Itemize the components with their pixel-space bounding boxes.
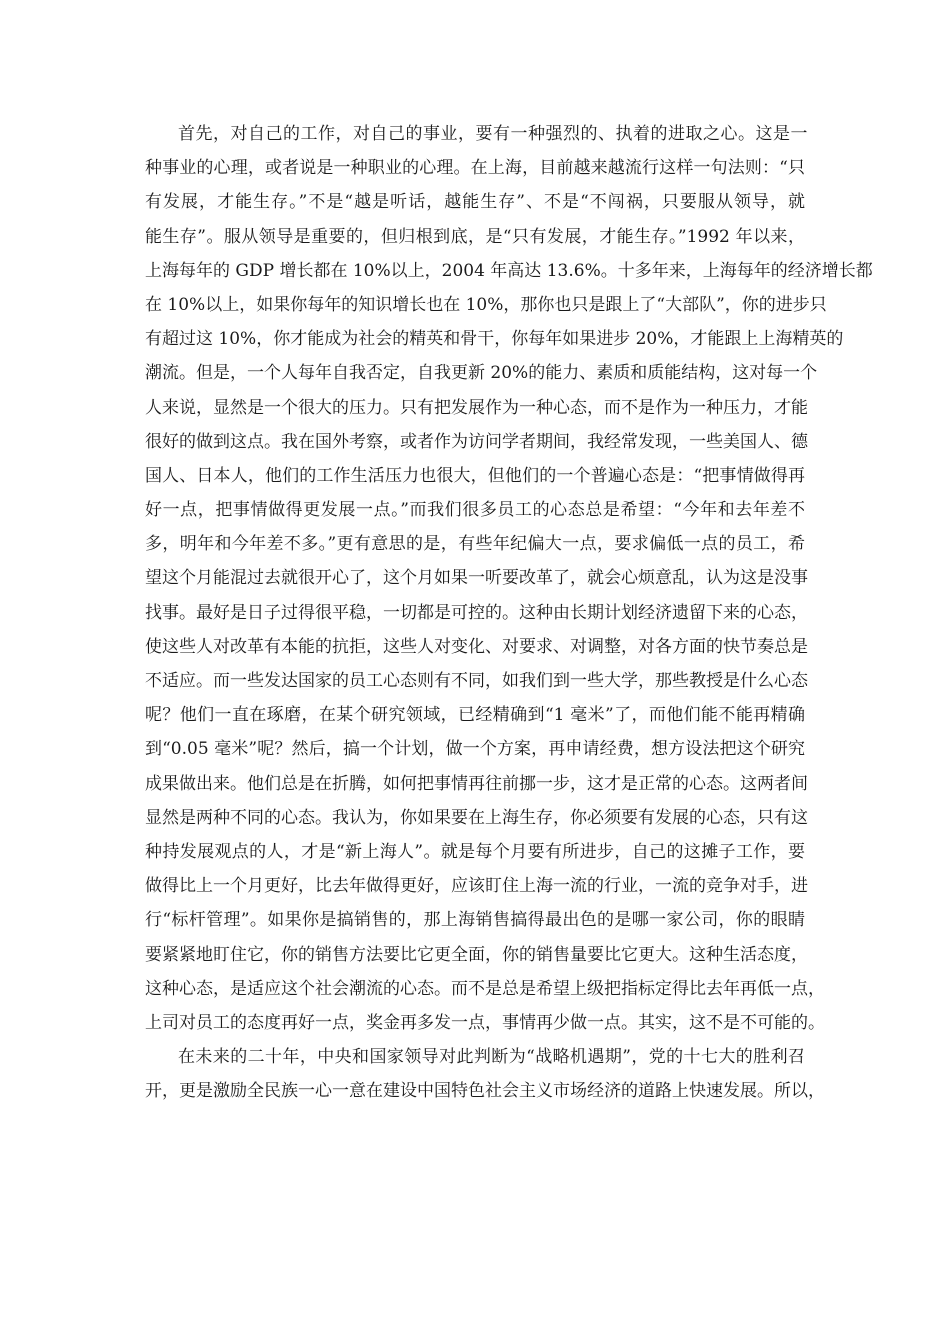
paragraph-line: 有超过这 10%，你才能成为社会的精英和骨干，你每年如果进步 20%，才能跟上上海精英的 (145, 329, 844, 350)
paragraph-line: 做得比上一个月更好，比去年做得更好，应该盯住上海一流的行业，一流的竞争对手，进 (145, 876, 808, 897)
paragraph-line: 显然是两种不同的心态。我认为，你如果要在上海生存，你必须要有发展的心态，只有这 (145, 807, 808, 828)
paragraph-line: 行“标杆管理”。如果你是搞销售的，那上海销售搞得最出色的是哪一家公司，你的眼睛 (145, 910, 805, 931)
paragraph-line: 这种心态，是适应这个社会潮流的心态。而不是总是希望上级把指标定得比去年再低一点， (145, 978, 825, 999)
paragraph-line: 好一点，把事情做得更发展一点。”而我们很多员工的心态总是希望：“今年和去年差不 (145, 500, 805, 521)
paragraph-line: 上司对员工的态度再好一点，奖金再多发一点，事情再少做一点。其实，这不是不可能的。 (145, 1012, 825, 1033)
paragraph-line: 首先，对自己的工作，对自己的事业，要有一种强烈的、执着的进取之心。这是一 (178, 124, 808, 144)
paragraph-line: 种事业的心理，或者说是一种职业的心理。在上海，目前越来越流行这样一句法则：“只 (145, 158, 805, 179)
paragraph-line: 望这个月能混过去就很开心了，这个月如果一听要改革了，就会心烦意乱，认为这是没事 (145, 568, 808, 589)
paragraph-line: 呢？他们一直在琢磨，在某个研究领域，已经精确到“1 毫米”了，而他们能不能再精确 (145, 705, 805, 726)
paragraph-line: 不适应。而一些发达国家的员工心态则有不同，如我们到一些大学，那些教授是什么心态 (145, 671, 808, 691)
paragraph-line: 要紧紧地盯住它，你的销售方法要比它更全面，你的销售量要比它更大。这种生活态度， (145, 944, 808, 965)
paragraph-line: 潮流。但是，一个人每年自我否定，自我更新 20%的能力、素质和质能结构，这对每一个 (145, 363, 818, 384)
paragraph-line: 能生存”。服从领导是重要的，但归根到底，是“只有发展，才能生存。”1992 年以来， (145, 226, 805, 247)
paragraph-line: 有发展，才能生存。”不是“越是听话，越能生存”、不是“不闯祸，只要服从领导，就 (145, 192, 805, 213)
paragraph-line: 人来说，显然是一个很大的压力。只有把发展作为一种心态，而不是作为一种压力，才能 (145, 397, 808, 418)
paragraph-line: 开，更是激励全民族一心一意在建设中国特色社会主义市场经济的道路上快速发展。所以， (145, 1081, 825, 1102)
paragraph-2 (145, 1040, 825, 1108)
paragraph-line: 种持发展观点的人，才是“新上海人”。就是每个月要有所进步，自己的这摊子工作，要 (145, 841, 805, 862)
paragraph-line: 在 10%以上，如果你每年的知识增长也在 10%，那你也只是跟上了“大部队”，你的进步只 (145, 294, 827, 315)
paragraph-line: 成果做出来。他们总是在折腾，如何把事情再往前挪一步，这才是正常的心态。这两者间 (145, 773, 808, 794)
document-body (145, 117, 873, 1108)
paragraph-line: 上海每年的 GDP 增长都在 10%以上，2004 年高达 13.6%。十多年来，上海每年的经济增长都 (145, 260, 873, 281)
paragraph-line: 到“0.05 毫米”呢？然后，搞一个计划，做一个方案，再申请经费，想方设法把这个研究 (145, 739, 805, 760)
paragraph-line: 在未来的二十年，中央和国家领导对此判断为“战略机遇期”，党的十七大的胜利召 (178, 1047, 805, 1068)
paragraph-line: 很好的做到这点。我在国外考察，或者作为访问学者期间，我经常发现，一些美国人、德 (145, 431, 808, 452)
paragraph-1 (145, 117, 873, 1040)
paragraph-line: 使这些人对改革有本能的抗拒，这些人对变化、对要求、对调整，对各方面的快节奏总是 (145, 636, 808, 657)
paragraph-line: 找事。最好是日子过得很平稳，一切都是可控的。这种由长期计划经济遗留下来的心态， (145, 602, 808, 623)
paragraph-line: 国人、日本人，他们的工作生活压力也很大，但他们的一个普遍心态是：“把事情做得再 (145, 465, 805, 486)
paragraph-line: 多，明年和今年差不多。”更有意思的是，有些年纪偏大一点，要求偏低一点的员工，希 (145, 534, 805, 555)
